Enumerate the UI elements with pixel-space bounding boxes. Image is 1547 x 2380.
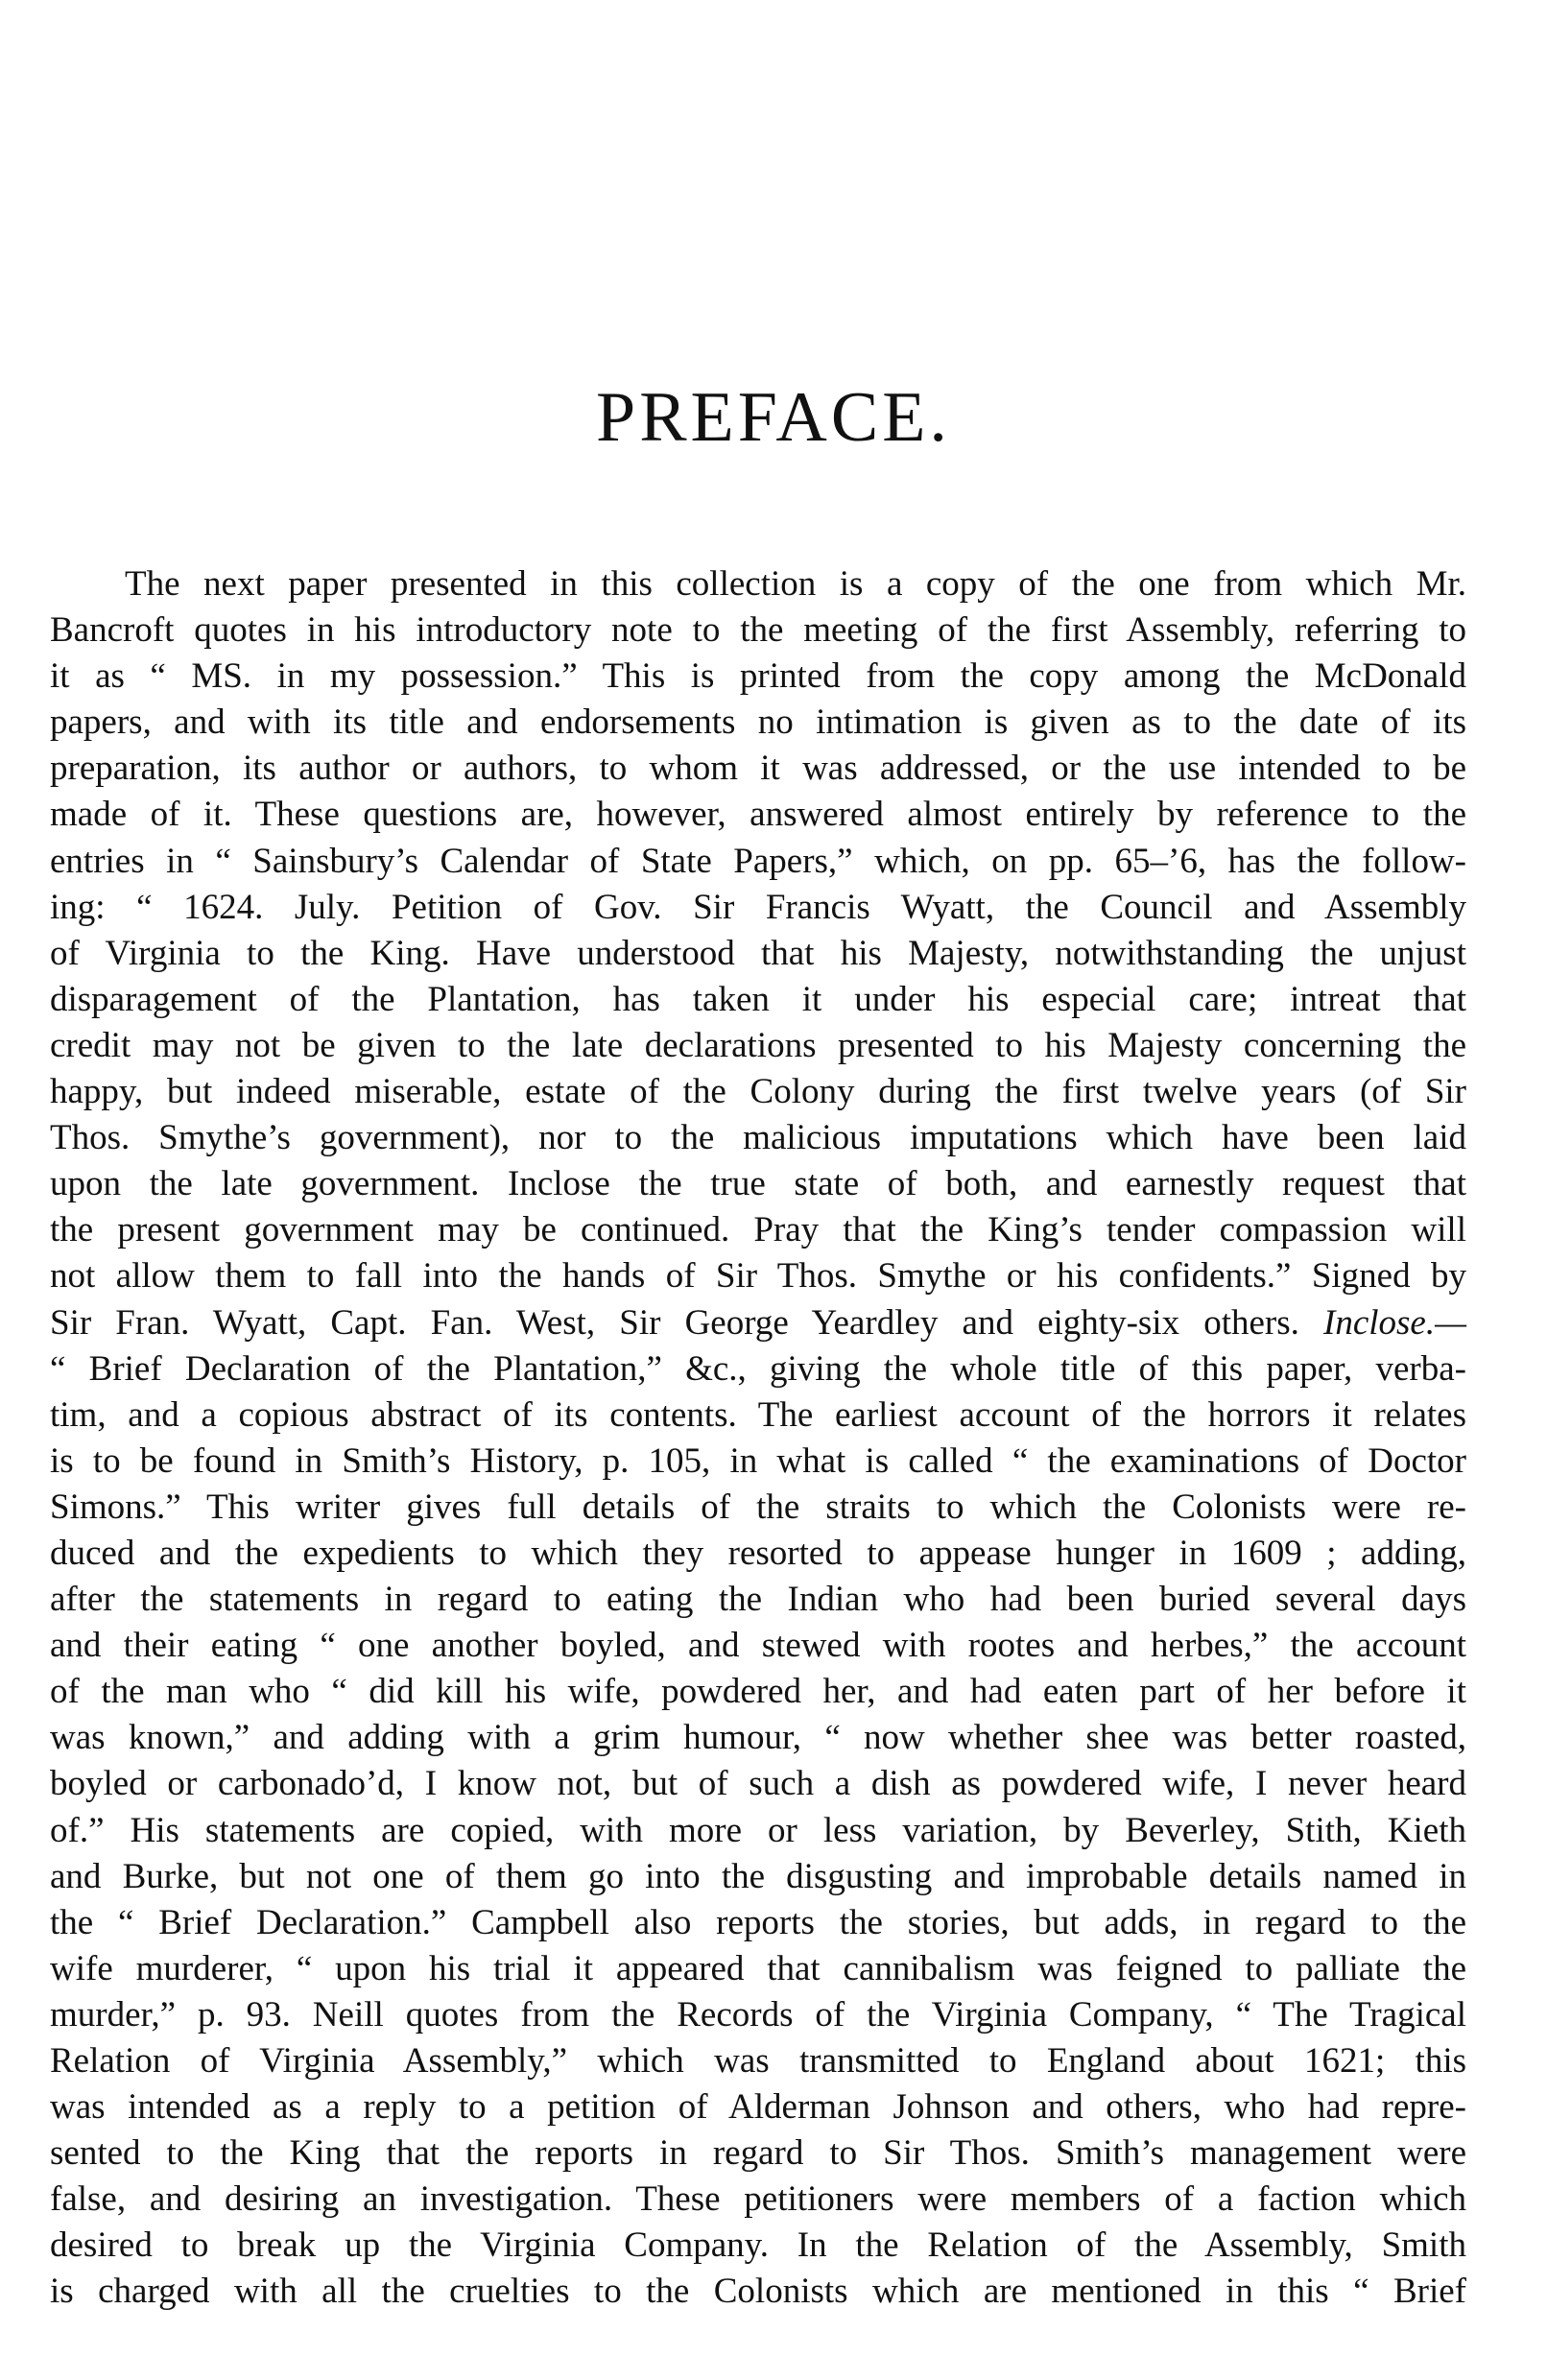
text-line: Relation of Virginia Assembly,” which was transmitted to England about 1621; this (50, 2041, 1466, 2081)
text-line-segment: Sir Fran. Wyatt, Capt. Fan. West, Sir George Yeardley and eighty-six others. (50, 1302, 1299, 1343)
text-line: preparation, its author or authors, to whom it was addressed, or the use intended to be (50, 749, 1466, 789)
text-line: tim, and a copious abstract of its contents. The earliest account of the horrors it relates (50, 1394, 1466, 1435)
text-line: made of it. These questions are, however, answered almost entirely by reference to the (50, 795, 1466, 835)
text-line: after the statements in regard to eating the Indian who had been buried several days (50, 1580, 1466, 1620)
text-line: the “ Brief Declaration.” Campbell also reports the stories, but adds, in regard to the (50, 1902, 1466, 1942)
text-line: “ Brief Declaration of the Plantation,” &c., giving the whole title of this paper, verba- (50, 1348, 1466, 1389)
text-line: Simons.” This writer gives full details of the straits to which the Colonists were re- (50, 1487, 1466, 1527)
text-line: wife murderer, “ upon his trial it appeared that cannibalism was feigned to palliate the (50, 1948, 1466, 1988)
text-line: duced and the expedients to which they resorted to appease hunger in 1609 ; adding, (50, 1533, 1466, 1573)
text-line: was intended as a reply to a petition of Alderman Johnson and others, who had repre- (50, 2087, 1466, 2128)
text-line: sented to the King that the reports in regard to Sir Thos. Smith’s management were (50, 2133, 1466, 2174)
inclose-label: Inclose.— (1323, 1302, 1466, 1343)
text-line: papers, and with its title and endorsements no intimation is given as to the date of its (50, 702, 1466, 743)
text-line: disparagement of the Plantation, has taken it under his especial care; intreat that (50, 979, 1466, 1019)
page-title: PREFACE. (596, 378, 951, 457)
text-line (50, 2316, 1466, 2362)
text-line: entries in “ Sainsbury’s Calendar of State Papers,” which, on pp. 65–’6, has the follow- (50, 841, 1466, 881)
text-line: murder,” p. 93. Neill quotes from the Records of the Virginia Company, “ The Tragical (50, 1994, 1466, 2035)
text-line-with-inclose (50, 1300, 1466, 1346)
text-line: was known,” and adding with a grim humour, “ now whether shee was better roasted, (50, 1718, 1466, 1758)
text-line: of the man who “ did kill his wife, powdered her, and had eaten part of her before it (50, 1672, 1466, 1712)
text-line: Bancroft quotes in his introductory note to the meeting of the first Assembly, referring to (50, 610, 1466, 651)
text-line: upon the late government. Inclose the true state of both, and earnestly request that (50, 1164, 1466, 1204)
text-line: Thos. Smythe’s government), nor to the malicious imputations which have been laid (50, 1118, 1466, 1158)
text-line: the present government may be continued. Pray that the King’s tender compassion will (50, 1210, 1466, 1250)
text-line: happy, but indeed miserable, estate of the Colony during the first twelve years (of Sir (50, 1072, 1466, 1112)
text-line: is charged with all the cruelties to the Colonists which are mentioned in this “ Brief (50, 2272, 1466, 2312)
text-line: false, and desiring an investigation. These petitioners were members of a faction which (50, 2179, 1466, 2220)
text-line: The next paper presented in this collection is a copy of the one from which Mr. (125, 564, 1466, 604)
preface-body (50, 561, 1466, 2362)
text-line: boyled or carbonado’d, I know not, but of such a dish as powdered wife, I never heard (50, 1764, 1466, 1804)
text-line: desired to break up the Virginia Company. In the Relation of the Assembly, Smith (50, 2225, 1466, 2266)
text-line: not allow them to fall into the hands of Sir Thos. Smythe or his confidents.” Signed by (50, 1256, 1466, 1297)
text-line: credit may not be given to the late declarations presented to his Majesty concerning the (50, 1025, 1466, 1065)
text-line: of.” His statements are copied, with more or less variation, by Beverley, Stith, Kieth (50, 1810, 1466, 1850)
text-line: and Burke, but not one of them go into the disgusting and improbable details named in (50, 1856, 1466, 1896)
text-line: it as “ MS. in my possession.” This is printed from the copy among the McDonald (50, 656, 1466, 697)
text-line: and their eating “ one another boyled, and stewed with rootes and herbes,” the account (50, 1626, 1466, 1666)
text-line: of Virginia to the King. Have understood that his Majesty, notwithstanding the unjust (50, 933, 1466, 973)
text-line: ing: “ 1624. July. Petition of Gov. Sir Francis Wyatt, the Council and Assembly (50, 887, 1466, 927)
text-line: is to be found in Smith’s History, p. 105, in what is called “ the examinations of Doctor (50, 1440, 1466, 1481)
